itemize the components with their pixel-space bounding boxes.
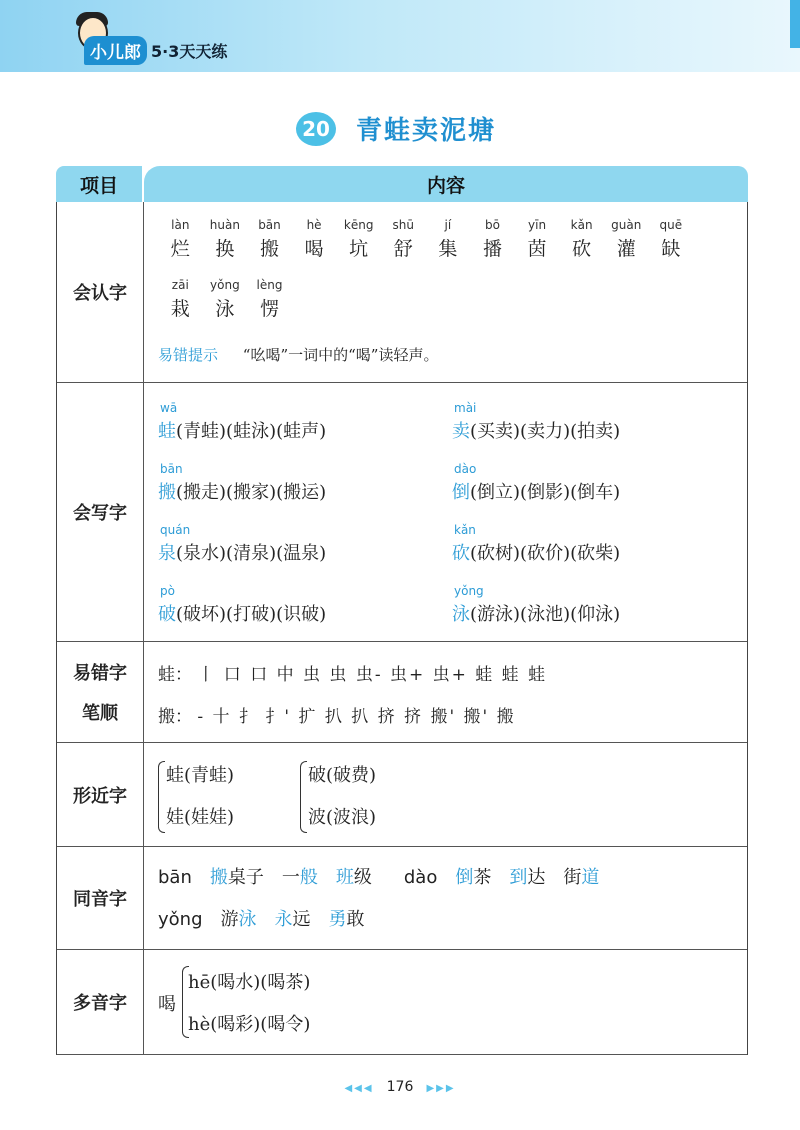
char-hanzi: 灌 (616, 238, 636, 260)
char-hanzi: 缺 (661, 238, 681, 260)
homophone-word (509, 863, 545, 889)
homophone-word (210, 863, 264, 889)
char-pinyin: yǒng (210, 278, 240, 292)
row-label-write: 会写字 (57, 383, 144, 641)
word-highlight: 般 (299, 867, 318, 888)
homophone-pinyin: dào (403, 867, 438, 888)
brand-logo-text: 小儿郎 (84, 36, 147, 65)
header-content: 内容 (144, 166, 748, 202)
reading-pinyin: hē (188, 972, 211, 993)
write-pinyin: wā (160, 401, 178, 415)
write-pinyin: dào (454, 462, 477, 476)
recognize-char-cell (158, 278, 203, 321)
lesson-number-badge: 20 (296, 112, 336, 146)
char-pinyin: quē (659, 218, 683, 232)
word-highlight: 班 (335, 867, 354, 888)
homophone-word (282, 863, 318, 889)
write-hanzi: 搬 (158, 482, 176, 503)
homophone-word (563, 863, 599, 889)
recognize-char-cell (515, 218, 560, 261)
stroke-char: 搬： (158, 707, 192, 727)
char-pinyin: hè (306, 218, 322, 232)
write-line (158, 417, 326, 443)
write-item (158, 462, 326, 504)
recognize-char-cell (247, 278, 292, 321)
homophone-word (336, 863, 372, 889)
content-table (56, 166, 748, 1055)
write-hanzi: 破 (158, 604, 176, 625)
char-hanzi: 坑 (349, 238, 369, 260)
write-pinyin: pò (160, 584, 175, 598)
brand (84, 36, 227, 65)
recognize-row-1 (158, 218, 693, 261)
char-pinyin: shū (392, 218, 414, 232)
word-highlight: 泳 (238, 909, 257, 930)
write-item (452, 523, 620, 565)
write-hanzi: 砍 (452, 543, 470, 564)
word-part: 街 (563, 867, 582, 888)
word-highlight: 勇 (328, 909, 347, 930)
brand-series: 5·3天天练 (151, 42, 228, 61)
recognize-char-cell (381, 218, 426, 261)
char-pinyin: yīn (528, 218, 547, 232)
arrow-right-icon: ▶▶▶ (426, 1083, 456, 1094)
row-strokes (57, 642, 747, 743)
write-content (144, 383, 747, 641)
table-header (56, 166, 748, 202)
word-part: 达 (527, 867, 546, 888)
write-line (452, 600, 620, 626)
polyphone-char: 喝 (158, 994, 176, 1015)
stroke-steps: - 十 扌 扌' 扩 扒 扒 挤 挤 搬' 搬' 搬 (197, 707, 516, 727)
homophone-content (144, 847, 747, 949)
homophone-pinyin: yǒng (158, 909, 203, 930)
char-hanzi: 喝 (304, 238, 324, 260)
word-highlight: 倒 (455, 867, 474, 888)
char-pinyin: bō (484, 218, 500, 232)
reading-words: (喝水)(喝茶) (210, 972, 311, 993)
row-label-strokes-1: 易错字 (73, 663, 127, 684)
write-item (452, 401, 620, 443)
char-pinyin: zāi (171, 278, 189, 292)
word-part: 远 (292, 909, 311, 930)
char-hanzi: 换 (215, 238, 235, 260)
char-pinyin: kǎn (570, 218, 593, 232)
char-hanzi: 愣 (259, 298, 279, 320)
recognize-char-cell (247, 218, 292, 261)
homophone-word (275, 905, 311, 931)
stroke-line (158, 702, 516, 727)
char-pinyin: lèng (256, 278, 283, 292)
write-line (452, 478, 620, 504)
write-words: (青蛙)(蛙泳)(蛙声) (176, 421, 327, 442)
write-pinyin: mài (454, 401, 477, 415)
char-pinyin: huàn (209, 218, 240, 232)
char-hanzi: 栽 (170, 298, 190, 320)
similar-content (144, 743, 747, 846)
char-pinyin: jí (444, 218, 452, 232)
write-words: (买卖)(卖力)(拍卖) (470, 421, 621, 442)
tip-text: “吆喝”一词中的“喝”读轻声。 (242, 346, 439, 364)
tip (158, 344, 438, 365)
polyphone-content (144, 950, 747, 1054)
similar-word: 波(波浪) (308, 807, 377, 828)
write-item (158, 401, 326, 443)
write-words: (砍树)(砍价)(砍柴) (470, 543, 621, 564)
page-number: 176 (386, 1079, 414, 1095)
char-hanzi: 搬 (259, 238, 279, 260)
row-recognize (57, 202, 747, 383)
char-hanzi: 砍 (572, 238, 592, 260)
char-hanzi: 播 (482, 238, 502, 260)
word-part: 游 (220, 909, 239, 930)
recognize-row-2 (158, 278, 292, 321)
char-hanzi: 烂 (170, 238, 190, 260)
char-pinyin: guàn (611, 218, 642, 232)
write-item (452, 462, 620, 504)
write-hanzi: 倒 (452, 482, 470, 503)
brace (158, 761, 165, 833)
write-pinyin: quán (160, 523, 191, 537)
homophone-word (455, 863, 491, 889)
row-label-recognize: 会认字 (57, 202, 144, 382)
recognize-content (144, 202, 747, 382)
recognize-char-cell (470, 218, 515, 261)
write-hanzi: 泉 (158, 543, 176, 564)
word-part: 级 (353, 867, 372, 888)
recognize-char-cell (559, 218, 604, 261)
recognize-char-cell (203, 218, 248, 261)
word-part: 一 (281, 867, 300, 888)
homophone-word (329, 905, 365, 931)
row-write (57, 383, 747, 642)
char-pinyin: bān (258, 218, 281, 232)
write-hanzi: 蛙 (158, 421, 176, 442)
lesson-title: 青蛙卖泥塘 (356, 116, 497, 146)
row-polyphone (57, 950, 747, 1055)
write-item (158, 584, 326, 626)
word-part: 茶 (473, 867, 492, 888)
polyphone-reading (188, 968, 310, 994)
word-highlight: 永 (274, 909, 293, 930)
write-hanzi: 卖 (452, 421, 470, 442)
lesson-title-row (0, 110, 800, 150)
write-words: (游泳)(泳池)(仰泳) (470, 604, 621, 625)
write-item (452, 584, 620, 626)
row-label-strokes (57, 642, 144, 742)
strokes-content (144, 642, 747, 742)
char-hanzi: 泳 (215, 298, 235, 320)
similar-word: 破(破费) (308, 765, 377, 786)
reading-words: (喝彩)(喝令) (210, 1014, 311, 1035)
recognize-char-cell (604, 218, 649, 261)
char-hanzi: 集 (438, 238, 458, 260)
brace (300, 761, 307, 833)
write-pinyin: bān (160, 462, 183, 476)
recognize-char-cell (426, 218, 471, 261)
page-footer (0, 1076, 800, 1095)
word-highlight: 到 (509, 867, 528, 888)
word-part: 桌子 (227, 867, 264, 888)
write-line (452, 417, 620, 443)
char-pinyin: kēng (343, 218, 374, 232)
stroke-char: 蛙： (158, 665, 192, 685)
word-part: 敢 (346, 909, 365, 930)
write-item (158, 523, 326, 565)
recognize-char-cell (158, 218, 203, 261)
write-line (158, 600, 326, 626)
tip-label: 易错提示 (158, 346, 219, 364)
write-words: (破坏)(打破)(识破) (176, 604, 327, 625)
homophone-line-1 (158, 863, 617, 889)
arrow-left-icon: ◀◀◀ (344, 1083, 374, 1094)
header-project: 项目 (56, 166, 142, 202)
char-hanzi: 茵 (527, 238, 547, 260)
row-homophone (57, 847, 747, 950)
row-label-polyphone: 多音字 (57, 950, 144, 1054)
word-highlight: 搬 (209, 867, 228, 888)
homophone-word (221, 905, 257, 931)
write-words: (倒立)(倒影)(倒车) (470, 482, 621, 503)
write-line (158, 478, 326, 504)
write-pinyin: yǒng (454, 584, 484, 598)
char-hanzi: 舒 (393, 238, 413, 260)
recognize-char-cell (203, 278, 248, 321)
similar-word: 蛙(青蛙) (166, 765, 235, 786)
reading-pinyin: hè (188, 1014, 211, 1035)
write-words: (泉水)(清泉)(温泉) (176, 543, 327, 564)
row-similar (57, 743, 747, 847)
homophone-pinyin: bān (158, 867, 192, 888)
recognize-char-cell (336, 218, 381, 261)
polyphone-reading (188, 1010, 310, 1036)
write-pinyin: kǎn (454, 523, 476, 537)
word-highlight: 道 (581, 867, 600, 888)
row-label-strokes-2: 笔顺 (82, 703, 118, 724)
row-label-homophone: 同音字 (57, 847, 144, 949)
write-line (452, 539, 620, 565)
write-words: (搬走)(搬家)(搬运) (176, 482, 327, 503)
stroke-line (158, 660, 547, 685)
char-pinyin: làn (171, 218, 190, 232)
similar-word: 娃(娃娃) (166, 807, 235, 828)
recognize-char-cell (292, 218, 337, 261)
stroke-steps: 丨 口 口 中 虫 虫 虫- 虫+ 虫+ 蛙 蛙 蛙 (197, 665, 548, 685)
write-line (158, 539, 326, 565)
homophone-line-2 (158, 905, 383, 931)
write-hanzi: 泳 (452, 604, 470, 625)
recognize-char-cell (649, 218, 694, 261)
row-label-similar: 形近字 (57, 743, 144, 846)
